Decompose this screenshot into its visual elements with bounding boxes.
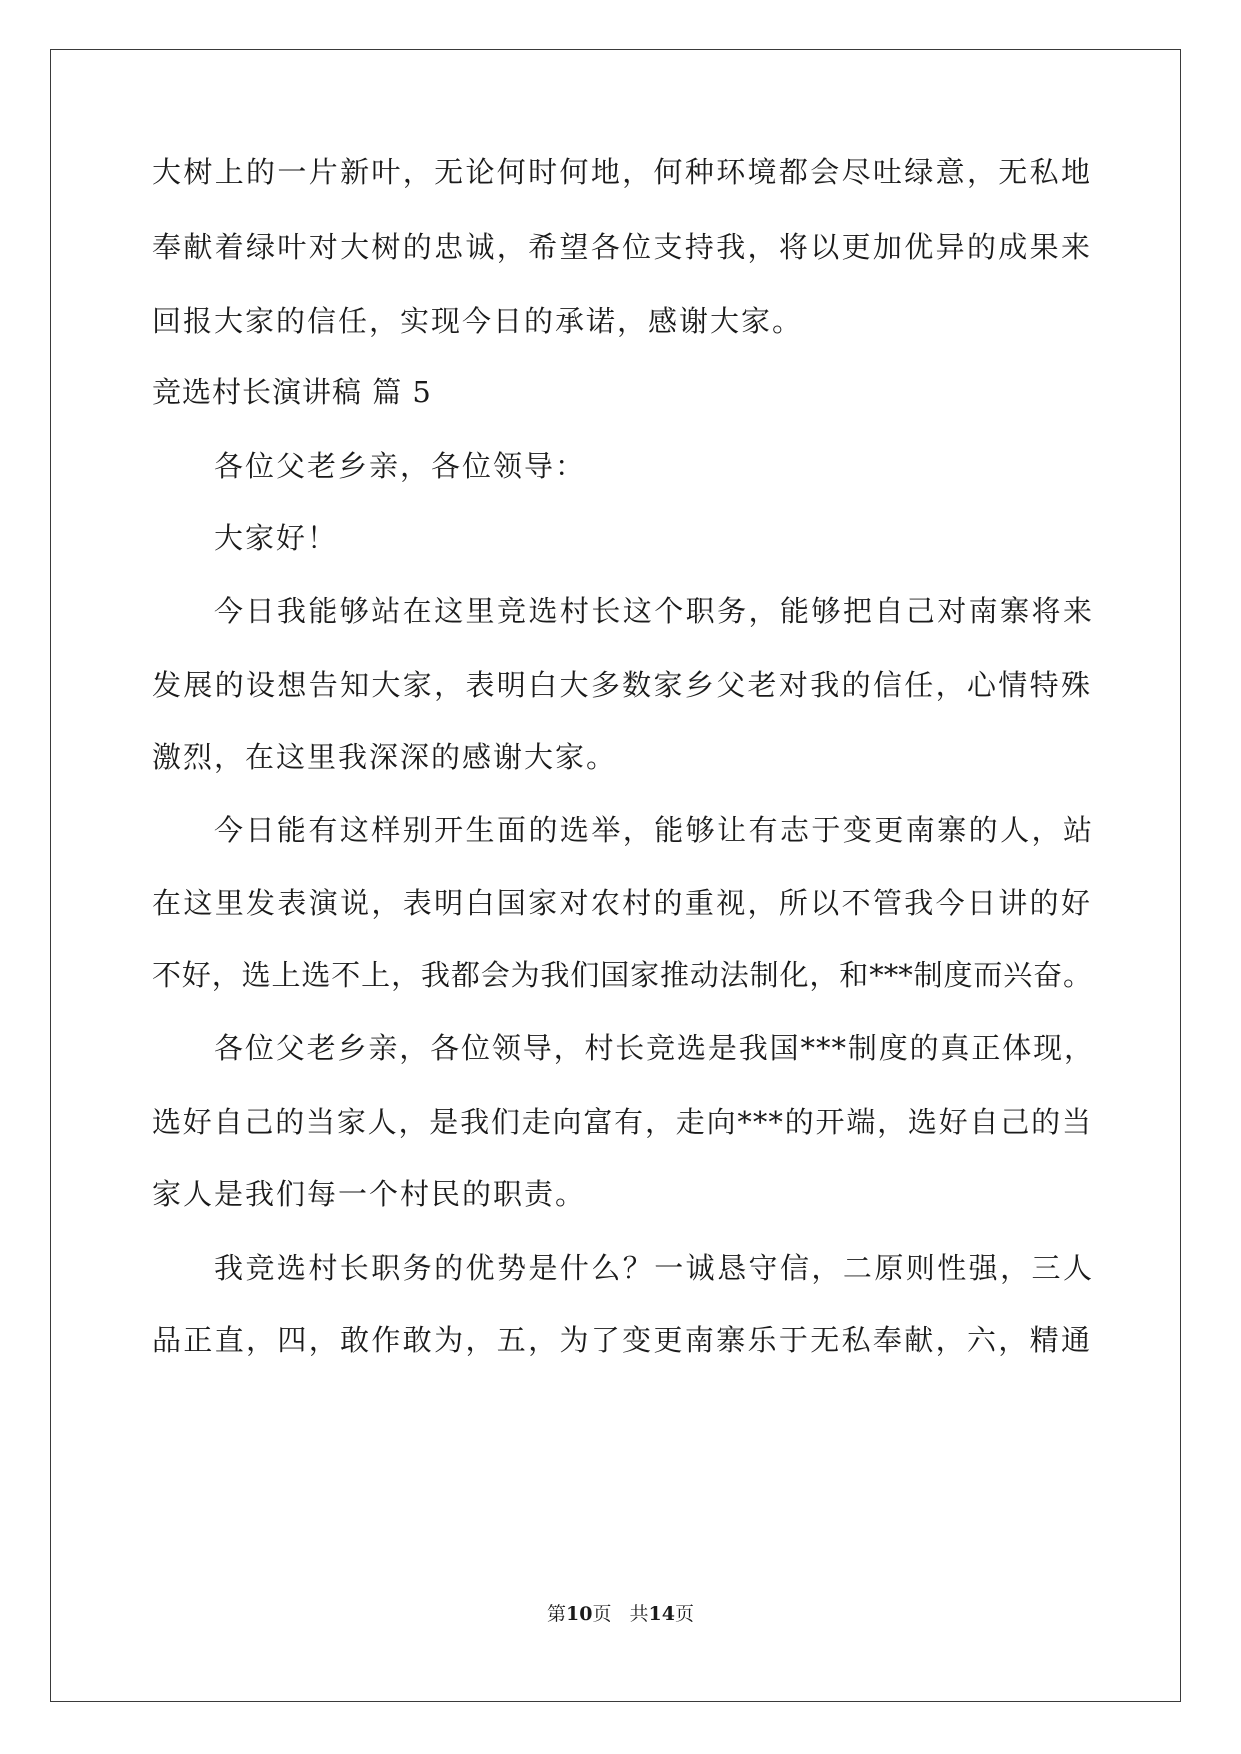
footer-prefix: 第 [547,1603,567,1625]
page-footer [0,1601,1241,1627]
text-line: 不好，选上选不上，我都会为我们国家推动法制化，和***制度而兴奋。 [152,958,1092,992]
page-border [50,49,1181,1702]
text-line: 激烈，在这里我深深的感谢大家。 [152,740,618,774]
current-page-number: 10 [566,1603,593,1625]
text-line: 发展的设想告知大家，表明白大多数家乡父老对我的信任，心情特殊 [152,668,1092,702]
text-line: 各位父老乡亲，各位领导，村长竞选是我国***制度的真正体现， [214,1031,1094,1065]
text-line: 在这里发表演说，表明白国家对农村的重视，所以不管我今日讲的好 [152,886,1092,920]
footer-total-suffix: 页 [674,1603,694,1625]
footer-total-prefix: 共 [629,1603,649,1625]
text-line: 我竞选村长职务的优势是什么？一诚恳守信，二原则性强，三人 [214,1251,1094,1285]
total-pages-number: 14 [648,1603,675,1625]
text-line: 品正直，四，敢作敢为，五，为了变更南寨乐于无私奉献，六，精通 [152,1323,1092,1357]
text-line: 回报大家的信任，实现今日的承诺，感谢大家。 [152,304,804,338]
text-line: 今日我能够站在这里竞选村长这个职务，能够把自己对南寨将来 [214,594,1094,628]
text-line: 今日能有这样别开生面的选举，能够让有志于变更南寨的人，站 [214,813,1094,847]
greeting: 大家好！ [214,521,339,555]
footer-page-suffix: 页 [592,1603,612,1625]
text-line: 选好自己的当家人，是我们走向富有，走向***的开端，选好自己的当 [152,1105,1092,1139]
text-line: 大树上的一片新叶，无论何时何地，何种环境都会尽吐绿意，无私地 [152,155,1092,189]
text-line: 家人是我们每一个村民的职责。 [152,1177,587,1211]
section-heading: 竞选村长演讲稿 篇 5 [152,375,432,409]
text-line: 奉献着绿叶对大树的忠诚，希望各位支持我，将以更加优异的成果来 [152,230,1092,264]
salutation: 各位父老乡亲，各位领导： [214,449,587,483]
